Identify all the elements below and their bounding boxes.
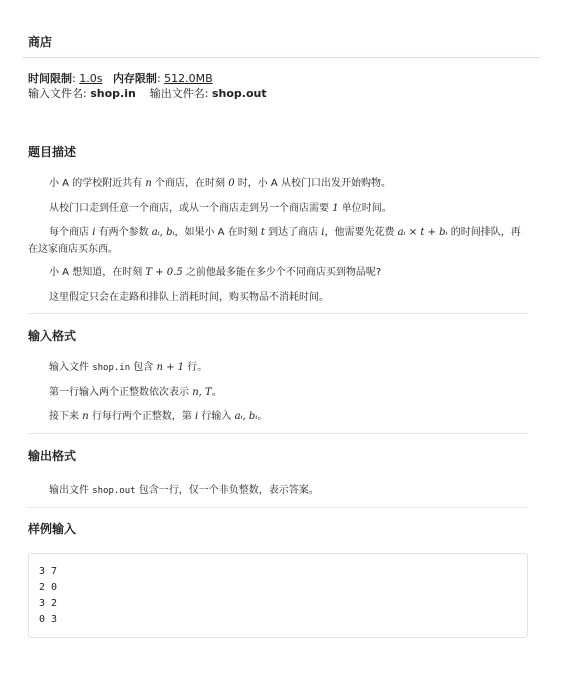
description-paragraph-2: 从校门口走到任意一个商店，或从一个商店走到另一个商店需要 1 单位时间。 [49,203,392,214]
title-divider [22,57,540,58]
memory-limit-label: 内存限制 [112,72,157,85]
code-line: 3 7 [39,566,58,577]
code-line: 2 0 [39,582,58,593]
time-limit-label: 时间限制 [28,72,72,85]
page-title: 商店 [28,35,53,49]
output-file-label: 输出文件名 [149,87,205,100]
description-paragraph-4: 小 A 想知道，在时刻 T + 0.5 之前他最多能在多少个不同商店买到物品呢? [49,267,382,278]
section-divider [28,433,528,434]
input-format-heading: 输入格式 [28,329,77,343]
limits-line: 时间限制: 1.0s 内存限制: 512.0MB [28,72,213,85]
code-line: 3 2 [39,598,58,609]
description-paragraph-5: 这里假定只会在走路和排队上消耗时间，购买物品不消耗时间。 [49,292,329,303]
description-paragraph-3: 每个商店 i 有两个参数 aᵢ, bᵢ，如果小 A 在时刻 t 到达了商店 i，他需要先花费 aᵢ × t + bᵢ 的时间排队，再在这家商店买东西。 [28,227,521,255]
input-format-paragraph-3: 接下来 n 行每行两个正整数，第 i 行输入 aᵢ, bᵢ。 [49,411,268,422]
time-limit-value: 1.0s [79,72,103,85]
input-file-label: 输入文件名 [28,87,83,100]
input-file-value: shop.in [90,87,136,100]
memory-limit-value: 512.0MB [164,72,213,85]
input-format-paragraph-1: 输入文件 shop.in 包含 n + 1 行。 [49,362,208,373]
sample-input-code-block[interactable] [28,553,528,638]
description-paragraph-1: 小 A 的学校附近共有 n 个商店，在时刻 0 时，小 A 从校门口出发开始购物。 [49,178,391,189]
sample-input-heading: 样例输入 [28,522,77,536]
section-divider [28,313,528,314]
input-format-paragraph-2: 第一行输入两个正整数依次表示 n, T。 [49,387,222,398]
code-line: 0 3 [39,614,58,625]
output-format-paragraph-1: 输出文件 shop.out 包含一行，仅一个非负整数，表示答案。 [49,485,319,496]
section-divider [28,507,528,508]
output-file-value: shop.out [212,87,267,100]
output-format-heading: 输出格式 [28,449,77,463]
description-heading: 题目描述 [28,145,77,159]
files-line: 输入文件名: shop.in 输出文件名: shop.out [28,87,267,100]
